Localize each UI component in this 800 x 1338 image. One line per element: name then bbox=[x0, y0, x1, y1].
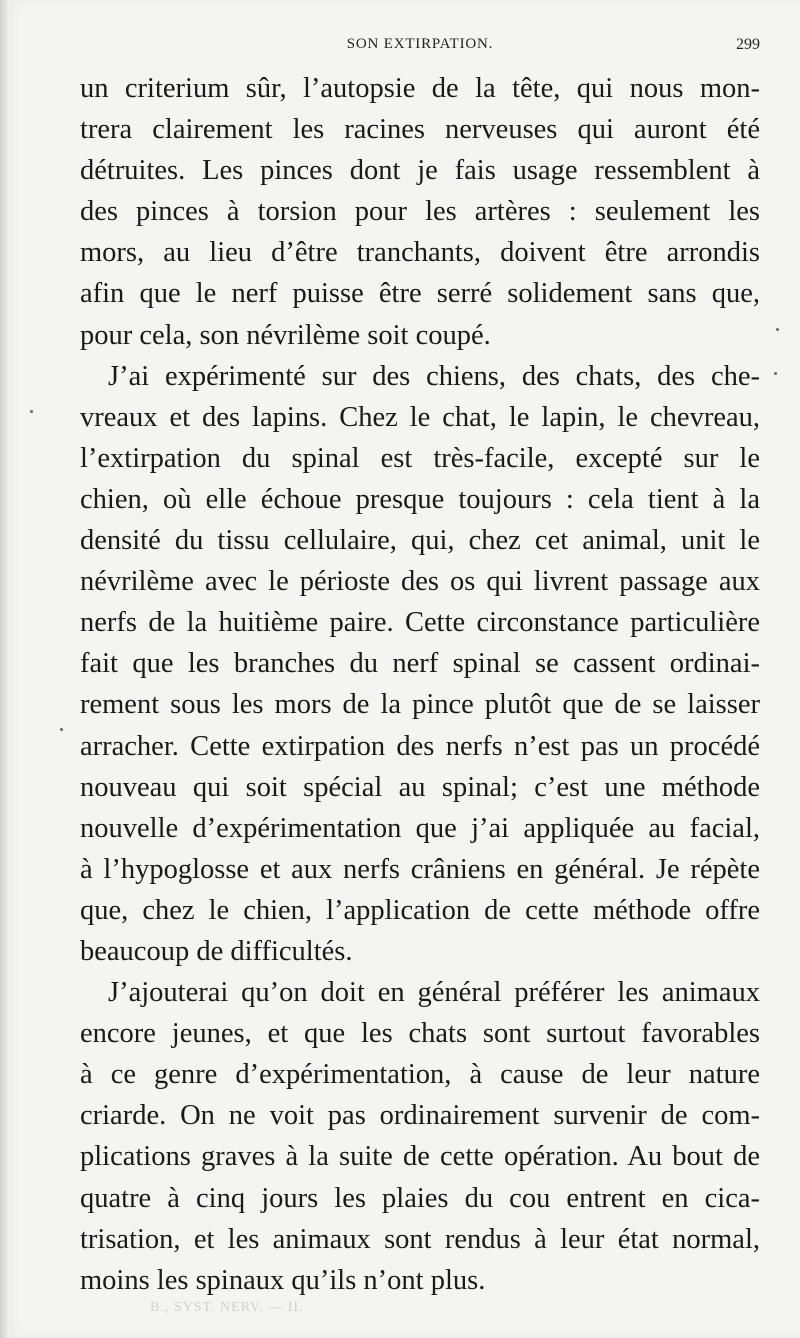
text-line: détruites. Les pinces dont je fais usage ressemblent à bbox=[80, 155, 760, 187]
running-title: SON EXTIRPATION. bbox=[346, 36, 494, 52]
signature-mark: B., SYST. NERV. — II. bbox=[150, 1300, 304, 1315]
text-line: nouvelle d’expérimentation que j’ai appliquée au facial, bbox=[80, 812, 760, 844]
text-line: l’extirpation du spinal est très-facile, excepté sur le bbox=[80, 442, 760, 474]
text-line: à ce genre d’expérimentation, à cause de leur nature bbox=[80, 1059, 760, 1091]
text-line: J’ajouterai qu’on doit en général préférer les animaux bbox=[108, 977, 760, 1009]
running-head bbox=[80, 36, 760, 58]
text-line: nouveau qui soit spécial au spinal; c’est une méthode bbox=[80, 771, 760, 803]
text-line: que, chez le chien, l’application de cette méthode offre bbox=[80, 894, 760, 926]
margin-speck bbox=[776, 328, 779, 331]
text-line: densité du tissu cellulaire, qui, chez cet animal, unit le bbox=[80, 525, 760, 557]
text-line: rement sous les mors de la pince plutôt que de se laisser bbox=[80, 689, 760, 721]
text-line: J’ai expérimenté sur des chiens, des chats, des che- bbox=[108, 360, 760, 392]
text-line: encore jeunes, et que les chats sont surtout favorables bbox=[80, 1018, 760, 1050]
text-line: pour cela, son névrilème soit coupé. bbox=[80, 319, 491, 351]
text-line: des pinces à torsion pour les artères : seulement les bbox=[80, 196, 760, 228]
text-line: chien, où elle échoue presque toujours : cela tient à la bbox=[80, 483, 760, 515]
margin-speck bbox=[30, 410, 33, 413]
margin-speck bbox=[60, 728, 63, 731]
text-line: afin que le nerf puisse être serré solidement sans que, bbox=[80, 278, 760, 310]
text-line: vreaux et des lapins. Chez le chat, le lapin, le chevreau, bbox=[80, 401, 760, 433]
text-line: mors, au lieu d’être tranchants, doivent être arrondis bbox=[80, 237, 760, 269]
text-line: fait que les branches du nerf spinal se cassent ordinai- bbox=[80, 648, 760, 680]
margin-speck bbox=[774, 372, 777, 375]
text-line: nerfs de la huitième paire. Cette circonstance particulière bbox=[80, 607, 760, 639]
text-line: quatre à cinq jours les plaies du cou entrent en cica- bbox=[80, 1182, 760, 1214]
text-line: plications graves à la suite de cette opération. Au bout de bbox=[80, 1141, 760, 1173]
body-text bbox=[80, 68, 760, 1301]
text-line: arracher. Cette extirpation des nerfs n’est pas un procédé bbox=[80, 730, 760, 762]
text-line: criarde. On ne voit pas ordinairement survenir de com- bbox=[80, 1100, 760, 1132]
text-line: névrilème avec le périoste des os qui livrent passage aux bbox=[80, 566, 760, 598]
page-number: 299 bbox=[736, 36, 760, 53]
text-line: beaucoup de difficultés. bbox=[80, 935, 353, 967]
text-line: un criterium sûr, l’autopsie de la tête, qui nous mon- bbox=[80, 73, 760, 104]
binding-edge bbox=[0, 0, 10, 1338]
text-line: à l’hypoglosse et aux nerfs crâniens en général. Je répète bbox=[80, 853, 760, 885]
text-line: moins les spinaux qu’ils n’ont plus. bbox=[80, 1264, 486, 1296]
text-line: trisation, et les animaux sont rendus à leur état normal, bbox=[80, 1223, 760, 1255]
text-line: trera clairement les racines nerveuses qui auront été bbox=[80, 114, 760, 146]
